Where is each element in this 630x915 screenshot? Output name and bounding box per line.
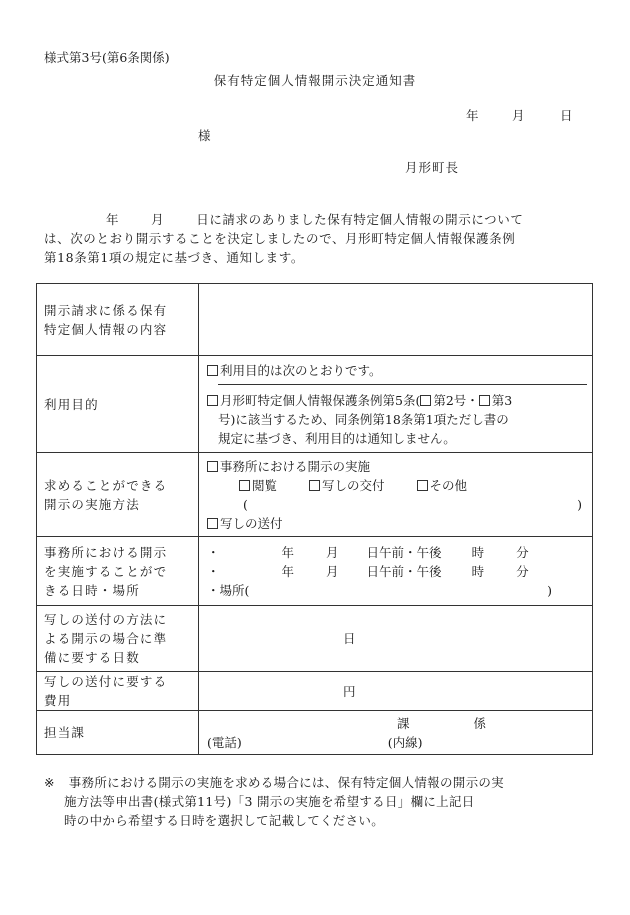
- label-method: [37, 453, 199, 537]
- place-field[interactable]: [207, 581, 592, 600]
- checkbox-mail-copy[interactable]: [207, 518, 218, 529]
- option-text: 写しの送付: [220, 515, 283, 531]
- intro-line-2: は、次のとおり開示することを決定しましたので、月形町特定個人情報保護条例: [44, 231, 516, 246]
- label-prep-days: [37, 606, 199, 672]
- option-text: 規定に基づき、利用目的は通知しません。: [218, 430, 456, 446]
- staff-unit: 係: [473, 715, 487, 731]
- datetime-slot-2[interactable]: [207, 562, 592, 581]
- method-other-detail[interactable]: [207, 495, 592, 514]
- row-cost: [37, 672, 593, 711]
- field-method: [199, 453, 593, 537]
- checkbox-view[interactable]: [239, 480, 250, 491]
- method-mail: [207, 514, 592, 533]
- option-text: その他: [429, 477, 468, 493]
- field-purpose: [199, 356, 593, 453]
- checkbox-purpose-stated[interactable]: [207, 365, 218, 376]
- footnote-line-1: [44, 773, 594, 792]
- prep-days-unit: 日: [343, 631, 356, 646]
- purpose-blank-line[interactable]: [218, 384, 587, 385]
- department-line: [207, 714, 592, 733]
- row-method: [37, 453, 593, 537]
- disclosure-form-table: [36, 283, 593, 755]
- datetime-slot-1[interactable]: [207, 543, 592, 562]
- label-department: 担当課: [37, 711, 199, 755]
- bullet: ・: [207, 563, 220, 579]
- label-line: を実施することがで: [44, 563, 168, 579]
- label-line: 開示請求に係る保有: [44, 302, 168, 318]
- slot-month: 月: [326, 563, 339, 579]
- bullet: ・: [207, 544, 220, 560]
- intro-line-1: [44, 210, 592, 229]
- purpose-option-1: [207, 361, 592, 380]
- paren-close: ): [547, 582, 552, 598]
- label-line: 費用: [44, 693, 72, 708]
- slot-hour: 時: [471, 563, 485, 579]
- section-unit: 課: [397, 715, 410, 731]
- checkbox-copy-delivery[interactable]: [309, 480, 320, 491]
- field-department[interactable]: [199, 711, 593, 755]
- contact-line: [207, 733, 592, 752]
- form-number: 様式第3号(第6条関係): [44, 50, 170, 65]
- row-department: [37, 711, 593, 755]
- slot-minute: 分: [516, 563, 529, 579]
- note-text: 事務所における開示の実施を求める場合には、保有特定個人情報の開示の実: [68, 775, 504, 790]
- intro-line-1-tail: 日に請求のありました保有特定個人情報の開示について: [196, 212, 524, 227]
- intro-year: 年: [106, 212, 120, 227]
- field-datetime-place: [199, 537, 593, 606]
- footnote-line-2: 施方法等申出書(様式第11号)「3 開示の実施を希望する日」欄に上記日: [64, 794, 475, 809]
- note-mark: ※: [44, 775, 55, 790]
- checkbox-office-disclosure[interactable]: [207, 461, 218, 472]
- issuer-name: 月形町長: [405, 160, 460, 175]
- date-day-label: 日: [560, 108, 573, 123]
- phone-label: (電話): [207, 734, 242, 750]
- recipient-honorific: 様: [198, 128, 211, 143]
- label-requested-info: [37, 284, 199, 356]
- label-line: 開示の実施方法: [44, 496, 140, 512]
- slot-year: 年: [281, 563, 295, 579]
- slot-day-ampm: 日午前・午後: [366, 544, 442, 560]
- label-line: 備に要する日数: [44, 650, 140, 665]
- field-cost[interactable]: [199, 672, 593, 711]
- extension-label: (内線): [387, 734, 423, 750]
- slot-minute: 分: [516, 544, 529, 560]
- footnote: [44, 773, 594, 830]
- label-datetime-place: [37, 537, 199, 606]
- checkbox-item-2[interactable]: [420, 395, 431, 406]
- option-text: 利用目的は次のとおりです。: [220, 362, 382, 378]
- date-month-label: 月: [512, 108, 525, 123]
- paren-open: (: [243, 496, 248, 512]
- purpose-option-2: [207, 391, 592, 410]
- option-text: 写しの交付: [322, 477, 385, 493]
- place-label: ・場所(: [207, 582, 250, 598]
- field-requested-info[interactable]: [199, 284, 593, 356]
- row-requested-info: [37, 284, 593, 356]
- intro-line-3: 第18条第1項の規定に基づき、通知します。: [44, 250, 304, 265]
- label-line: 特定個人情報の内容: [44, 321, 168, 337]
- label-line: 事務所における開示: [44, 544, 168, 560]
- method-suboptions: [207, 476, 592, 495]
- intro-month: 月: [151, 212, 165, 227]
- option-text: 閲覧: [252, 477, 278, 493]
- option-text: 号)に該当するため、同条例第18条第1項ただし書の: [218, 411, 509, 427]
- option-text: 第2号・: [433, 392, 479, 408]
- row-purpose: [37, 356, 593, 453]
- slot-year: 年: [281, 544, 295, 560]
- method-office: [207, 457, 592, 476]
- option-text: 第3: [491, 392, 513, 408]
- label-line: よる開示の場合に準: [44, 631, 168, 646]
- slot-hour: 時: [471, 544, 485, 560]
- row-datetime-place: [37, 537, 593, 606]
- option-text: 事務所における開示の実施: [220, 458, 371, 474]
- slot-day-ampm: 日午前・午後: [366, 563, 442, 579]
- label-line: きる日時・場所: [44, 582, 140, 598]
- label-line: 求めることができる: [44, 477, 168, 493]
- field-prep-days[interactable]: [199, 606, 593, 672]
- label-line: 写しの送付の方法に: [44, 612, 168, 627]
- label-purpose: 利用目的: [37, 356, 199, 453]
- date-year-label: 年: [466, 108, 479, 123]
- label-cost: [37, 672, 199, 711]
- paren-close: ): [577, 496, 582, 512]
- cost-unit: 円: [343, 683, 356, 699]
- document-title: 保有特定個人情報開示決定通知書: [213, 73, 417, 88]
- row-prep-days: [37, 606, 593, 672]
- label-line: 写しの送付に要する: [44, 674, 168, 689]
- checkbox-purpose-withheld[interactable]: [207, 395, 218, 406]
- slot-month: 月: [326, 544, 339, 560]
- option-text: 月形町特定個人情報保護条例第5条(: [220, 392, 421, 408]
- intro-paragraph: [44, 210, 592, 267]
- checkbox-item-3[interactable]: [479, 395, 490, 406]
- checkbox-other[interactable]: [417, 480, 428, 491]
- footnote-line-3: 時の中から希望する日時を選択して記載してください。: [64, 813, 385, 828]
